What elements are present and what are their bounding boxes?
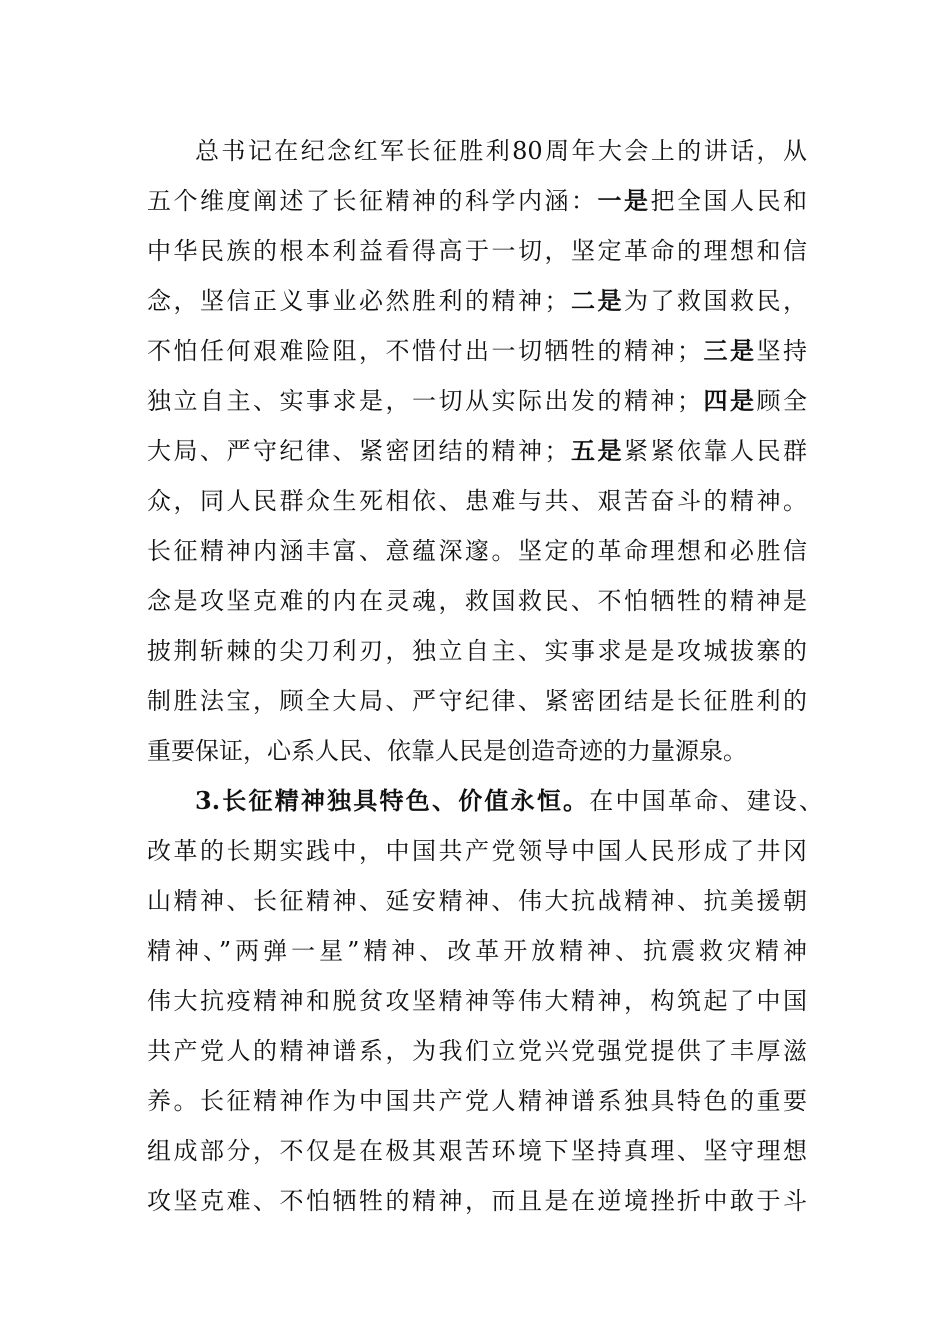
line-text: 五个维度阐述了长征精神的科学内涵：: [147, 187, 598, 215]
line-text: 养。长征精神作为中国共产党人精神谱系独具特色的重要: [147, 1087, 807, 1115]
paragraph-line-22: [147, 1181, 807, 1221]
bold-marker: 五是: [568, 436, 624, 465]
bold-marker: 四是: [701, 386, 757, 415]
line-text: 山精神、长征精神、延安精神、伟大抗战精神、抗美援朝: [147, 887, 807, 915]
line-text: 念，坚信正义事业必然胜利的精神；: [147, 287, 569, 315]
line-text: 独立自主、实事求是，一切从实际出发的精神；: [147, 387, 701, 415]
line-text: 把全国人民和: [650, 187, 807, 215]
paragraph-line-15: [147, 831, 807, 871]
line-text: 顾全: [756, 387, 807, 415]
line-text: 重要保证，心系人民、依靠人民是创造奇迹的力量源泉。: [147, 737, 747, 765]
bold-marker: 三是: [701, 336, 757, 365]
line-text: 念是攻坚克难的内在灵魂，救国救民、不怕牺牲的精神是: [147, 587, 807, 615]
line-text: 不怕任何艰难险阻，不惜付出一切牺牲的精神；: [147, 337, 701, 365]
line-text: 精神、”两弹一星”精神、改革开放精神、抗震救灾精神: [147, 937, 807, 965]
line-text: 在中国革命、建设、: [589, 787, 823, 815]
line-text: 紧紧依靠人民群: [624, 437, 807, 465]
line-text: 长征精神内涵丰富、意蕴深邃。坚定的革命理想和必胜信: [147, 537, 807, 565]
paragraph-line-19: [147, 1031, 807, 1071]
line-text: 伟大抗疫精神和脱贫攻坚精神等伟大精神，构筑起了中国: [147, 987, 807, 1015]
bold-marker: 一是: [597, 186, 651, 215]
line-text: 总书记在纪念红军长征胜利80周年大会上的讲话，从: [195, 137, 807, 165]
line-text: 坚持: [756, 337, 807, 365]
paragraph-line-20: [147, 1081, 807, 1121]
paragraph-line-17: [147, 931, 807, 971]
line-text: 共产党人的精神谱系，为我们立党兴党强党提供了丰厚滋: [147, 1037, 807, 1065]
paragraph-line-8: [147, 481, 807, 521]
line-text: 制胜法宝，顾全大局、严守纪律、紧密团结是长征胜利的: [147, 687, 807, 715]
line-text: 大局、严守纪律、紧密团结的精神；: [147, 437, 569, 465]
paragraph-line-18: [147, 981, 807, 1021]
paragraph-line-4: [147, 281, 807, 321]
paragraph-line-9: [147, 531, 807, 571]
paragraph-line-1: [195, 131, 807, 171]
paragraph-line-7: [147, 431, 807, 471]
paragraph-line-2: [147, 181, 807, 221]
line-text: 攻坚克难、不怕牺牲的精神，而且是在逆境挫折中敢于斗: [147, 1187, 807, 1215]
section-heading: 3.长征精神独具特色、价值永恒。: [195, 786, 590, 815]
paragraph-line-6: [147, 381, 807, 421]
paragraph-line-16: [147, 881, 807, 921]
paragraph-line-5: [147, 331, 807, 371]
line-text: 改革的长期实践中，中国共产党领导中国人民形成了井冈: [147, 837, 807, 865]
line-text: 组成部分，不仅是在极其艰苦环境下坚持真理、坚守理想: [147, 1137, 807, 1165]
paragraph-line-21: [147, 1131, 807, 1171]
paragraph-line-11: [147, 631, 807, 671]
line-text: 中华民族的根本利益看得高于一切，坚定革命的理想和信: [147, 237, 807, 265]
paragraph-line-3: [147, 231, 807, 271]
line-text: 披荆斩棘的尖刀利刃，独立自主、实事求是是攻城拔寨的: [147, 637, 807, 665]
line-text: 众，同人民群众生死相依、患难与共、艰苦奋斗的精神。: [147, 487, 807, 515]
section-heading-line: [195, 781, 823, 821]
bold-marker: 二是: [568, 286, 624, 315]
paragraph-line-10: [147, 581, 807, 621]
paragraph-line-13: [147, 731, 807, 771]
paragraph-line-12: [147, 681, 807, 721]
line-text: 为了救国救民，: [624, 287, 807, 315]
